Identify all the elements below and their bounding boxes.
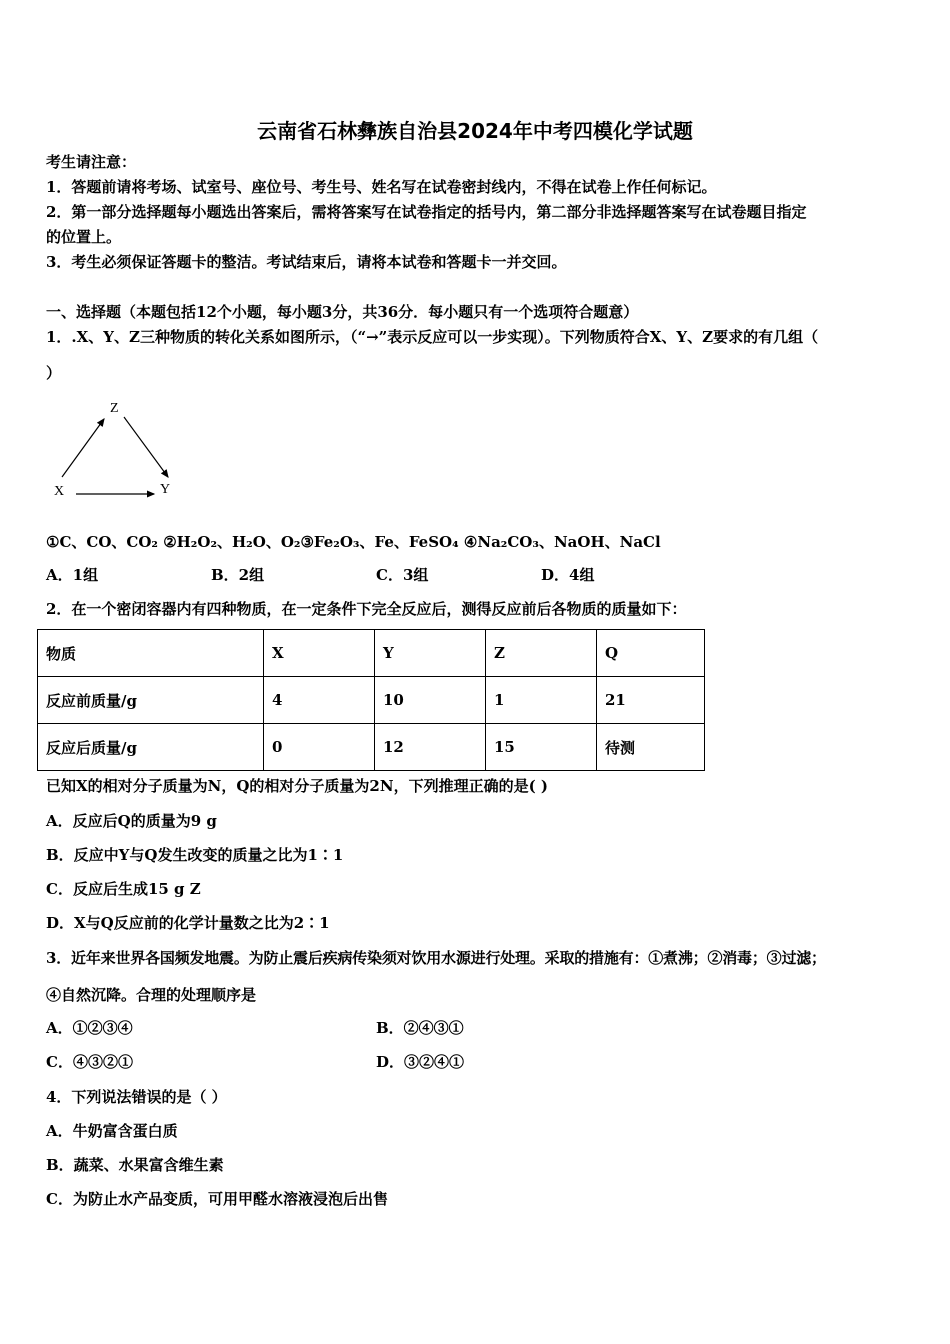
q3-option-a: A．①②③④ — [46, 1019, 133, 1037]
arrow-x-to-z — [62, 419, 104, 477]
q2-after: 已知X的相对分子质量为N，Q的相对分子质量为2N，下列推理正确的是( ) — [46, 777, 548, 795]
q1-stem-end: ） — [46, 364, 62, 382]
table-row — [38, 677, 705, 724]
table-cell: 待测 — [597, 724, 705, 771]
node-x-label: X — [54, 484, 65, 499]
q3-option-b: B．②④③① — [376, 1019, 464, 1037]
q4-stem: 4．下列说法错误的是（ ） — [46, 1088, 227, 1106]
q4-option-c: C．为防止水产品变质，可用甲醛水溶液浸泡后出售 — [46, 1190, 388, 1208]
q1-stem: 1．.X、Y、Z三种物质的转化关系如图所示，（“→”表示反应可以一步实现）。下列物质符合X、Y、Z要求的有几组（ — [46, 328, 819, 346]
notice-item-2: 2．第一部分选择题每小题选出答案后，需将答案写在试卷指定的括号内，第二部分非选择题答案写在试卷题目指定 — [46, 203, 807, 221]
q3-option-c: C．④③②① — [46, 1053, 133, 1071]
mass-table — [37, 629, 705, 771]
section-heading: 一、选择题（本题包括12个小题，每小题3分，共36分．每小题只有一个选项符合题意） — [46, 303, 639, 321]
node-y-label: Y — [160, 482, 171, 497]
table-cell: 1 — [486, 677, 597, 724]
q1-groups: ①C、CO、CO₂ ②H₂O₂、H₂O、O₂③Fe₂O₃、Fe、FeSO₄ ④Na₂CO₃、NaOH、NaCl — [46, 533, 661, 551]
q4-option-b: B．蔬菜、水果富含维生素 — [46, 1156, 224, 1174]
q1-option-c: C．3组 — [376, 566, 429, 584]
node-z-label: Z — [110, 401, 119, 416]
table-cell: X — [264, 630, 375, 677]
q1-option-a: A．1组 — [46, 566, 99, 584]
notice-heading: 考生请注意： — [46, 153, 137, 171]
notice-item-2-cont: 的位置上。 — [46, 228, 122, 246]
q1-option-d: D．4组 — [541, 566, 595, 584]
page-title: 云南省石林彝族自治县2024年中考四模化学试题 — [257, 119, 693, 143]
table-cell: Q — [597, 630, 705, 677]
table-cell: 21 — [597, 677, 705, 724]
xyz-conversion-diagram — [44, 395, 184, 505]
notice-item-1: 1．答题前请将考场、试室号、座位号、考生号、姓名写在试卷密封线内，不得在试卷上作任何标记。 — [46, 178, 717, 196]
q1-option-b: B．2组 — [211, 566, 265, 584]
table-cell: 15 — [486, 724, 597, 771]
table-cell: 12 — [375, 724, 486, 771]
table-cell: 反应前质量/g — [38, 677, 264, 724]
q4-option-a: A．牛奶富含蛋白质 — [46, 1122, 178, 1140]
q2-stem: 2．在一个密闭容器内有四种物质，在一定条件下完全反应后，测得反应前后各物质的质量如下： — [46, 600, 687, 618]
q2-option-b: B．反应中Y与Q发生改变的质量之比为1∶1 — [46, 846, 344, 864]
q2-option-a: A．反应后Q的质量为9 g — [46, 812, 217, 830]
notice-item-3: 3．考生必须保证答题卡的整洁。考试结束后，请将本试卷和答题卡一并交回。 — [46, 253, 567, 271]
table-cell: 物质 — [38, 630, 264, 677]
table-row — [38, 724, 705, 771]
arrow-z-to-y — [124, 417, 168, 477]
table-cell: 0 — [264, 724, 375, 771]
table-cell: Y — [375, 630, 486, 677]
table-cell: Z — [486, 630, 597, 677]
q3-stem-2: ④自然沉降。合理的处理顺序是 — [46, 986, 257, 1004]
table-row — [38, 630, 705, 677]
table-cell: 4 — [264, 677, 375, 724]
q3-stem: 3．近年来世界各国频发地震。为防止震后疾病传染须对饮用水源进行处理。采取的措施有：①煮沸；②消毒；③过滤； — [46, 949, 826, 967]
q3-option-d: D．③②④① — [376, 1053, 465, 1071]
table-cell: 反应后质量/g — [38, 724, 264, 771]
q2-option-c: C．反应后生成15 g Z — [46, 880, 201, 898]
table-cell: 10 — [375, 677, 486, 724]
q2-option-d: D．X与Q反应前的化学计量数之比为2∶1 — [46, 914, 330, 932]
